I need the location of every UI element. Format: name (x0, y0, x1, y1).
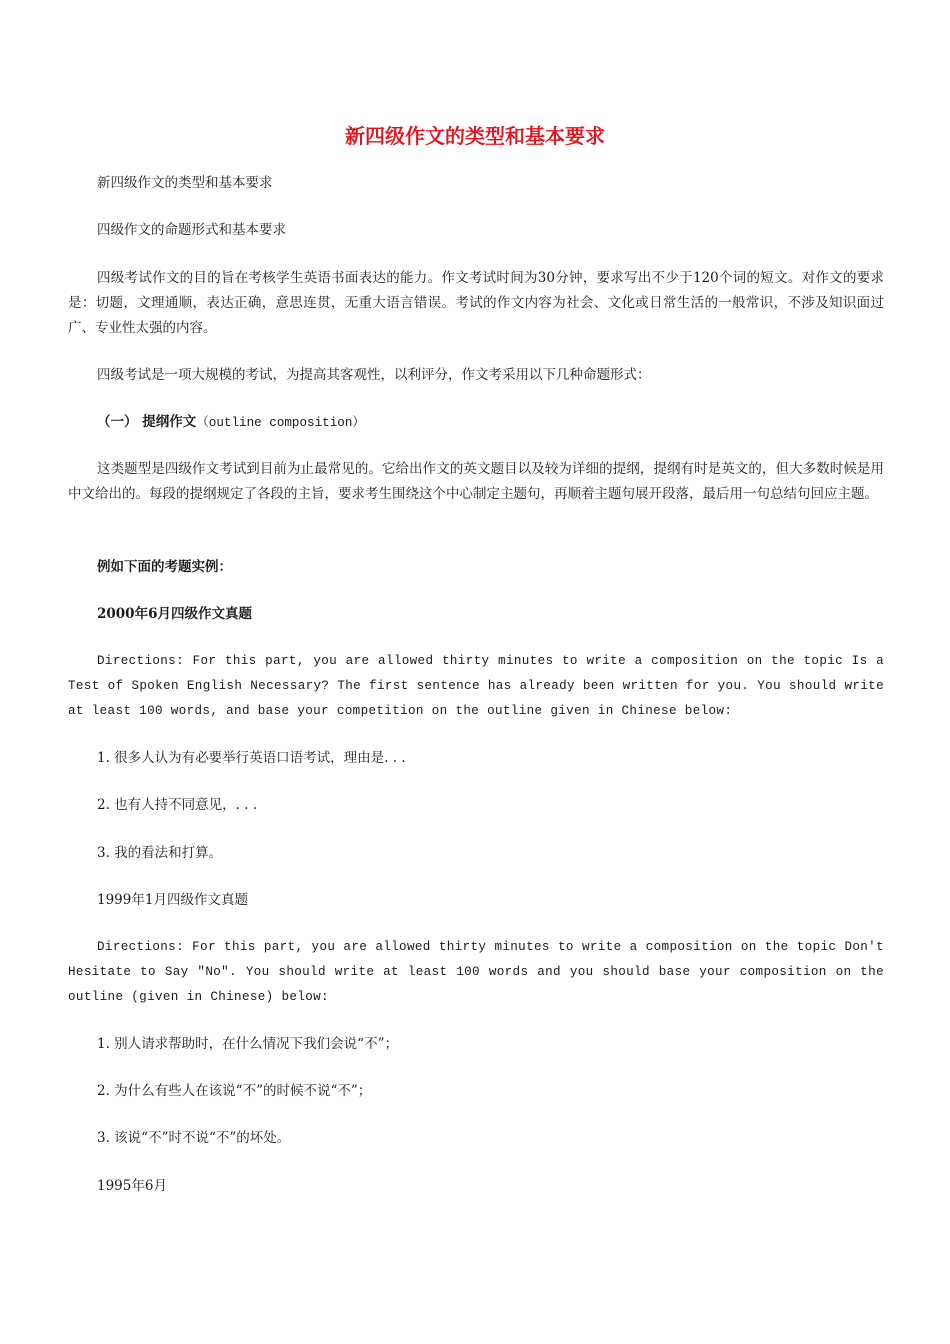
paragraph-forms-intro: 四级考试是一项大规模的考试，为提高其客观性，以利评分，作文考采用以下几种命题形式： (97, 367, 651, 383)
paragraph-directions-1999: Directions: For this part, you are allowed thirty minutes to write a composition on the topic Don't Hesitate to Say "No". You should write at least 100 words and you should base your composition on the outline (given in Chinese) below: (68, 940, 884, 1004)
outline-item-1999-1: 1. 别人请求帮助时，在什么情况下我们会说“不”； (97, 1036, 398, 1052)
paragraph-section-heading: 四级作文的命题形式和基本要求 (97, 222, 286, 238)
outline-heading-english: （outline composition） (196, 416, 365, 430)
paragraph-directions-2000: Directions: For this part, you are allowed thirty minutes to write a composition on the topic Is a Test of Spoken English Necessary? The first sentence has already been written for you. You should write at least 100 words, and base your competition on the outline given in Chinese below: (68, 654, 884, 718)
paragraph-purpose: 四级考试作文的目的旨在考核学生英语书面表达的能力。作文考试时间为30分钟，要求写出不少于120个词的短文。对作文的要求是：切题，文理通顺，表达正确，意思连贯，无重大语言错误。考试的作文内容为社会、文化或日常生活的一般常识，不涉及知识面过广、专业性太强的内容。 (68, 270, 884, 336)
paragraph-outline-heading (68, 410, 884, 436)
paragraph-subtitle: 新四级作文的类型和基本要求 (97, 175, 273, 191)
paragraph-outline-description: 这类题型是四级作文考试到目前为止最常见的。它给出作文的英文题目以及较为详细的提纲，提纲有时是英文的，但大多数时候是用中文给出的。每段的提纲规定了各段的主旨，要求考生围绕这个中心制定主题句，再顺着主题句展开段落，最后用一句总结句回应主题。 (68, 461, 884, 502)
paragraph-exam-1995: 1995年6月 (97, 1178, 167, 1194)
paragraph-exam-2000: 2000年6月四级作文真题 (97, 606, 252, 622)
document-title: 新四级作文的类型和基本要求 (345, 124, 605, 148)
outline-heading-label: （一） 提纲作文 (97, 414, 197, 430)
outline-item-1999-3: 3. 该说“不”时不说“不”的坏处。 (97, 1130, 291, 1146)
outline-item-2000-1: 1. 很多人认为有必要举行英语口语考试，理由是. . . (97, 750, 406, 766)
outline-item-2000-2: 2. 也有人持不同意见，. . . (97, 797, 258, 813)
outline-item-1999-2: 2. 为什么有些人在该说“不”的时候不说“不”； (97, 1083, 372, 1099)
paragraph-example-intro: 例如下面的考题实例： (97, 559, 232, 575)
paragraph-exam-1999: 1999年1月四级作文真题 (97, 892, 248, 908)
outline-item-2000-3: 3. 我的看法和打算。 (97, 845, 223, 861)
